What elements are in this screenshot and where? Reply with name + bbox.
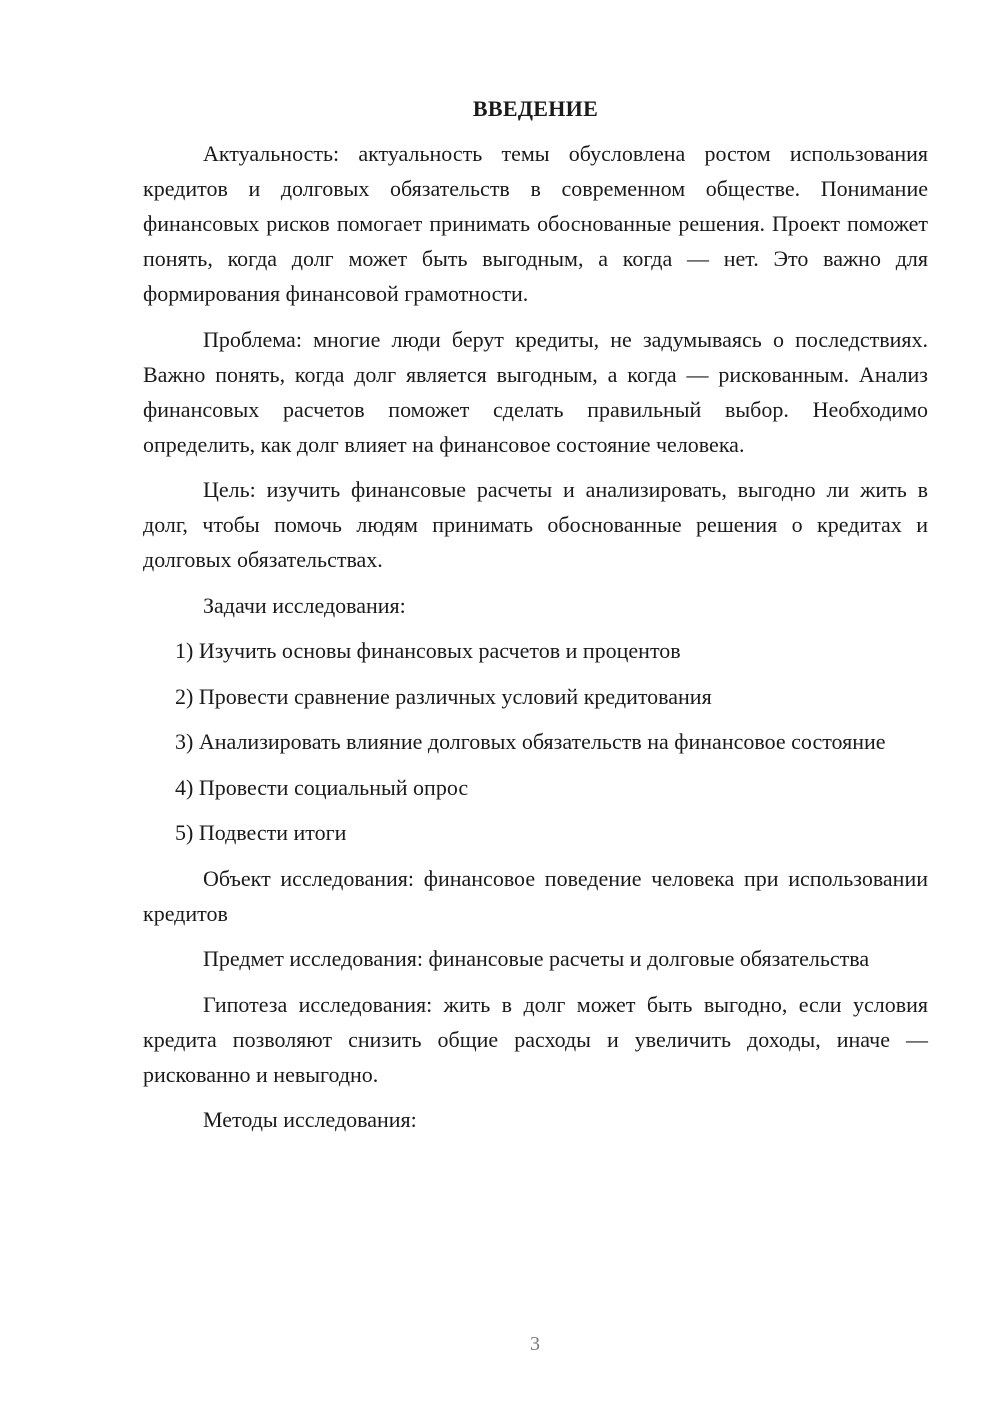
list-item: 5) Подвести итоги	[175, 820, 347, 845]
tasks-list	[143, 633, 928, 850]
object-paragraph: Объект исследования: финансовое поведение человека при использовании кредитов	[143, 865, 928, 926]
problem-paragraph: Проблема: многие люди берут кредиты, не задумываясь о последствиях. Важно понять, когда долг является выгодным, а когда — рискованным. Анализ финансовых расчетов поможет сделать правильный выбор. Необходимо определить, как долг влияет на финансовое состояние человека.	[143, 326, 928, 457]
list-item: 2) Провести сравнение различных условий кредитования	[175, 683, 712, 709]
page-number: 3	[530, 1333, 540, 1355]
hypothesis-paragraph: Гипотеза исследования: жить в долг может быть выгодно, если условия кредита позволяют снизить общие расходы и увеличить доходы, иначе — рискованно и невыгодно.	[143, 991, 928, 1087]
methods-paragraph: Методы исследования:	[203, 1107, 417, 1132]
goal-paragraph: Цель: изучить финансовые расчеты и анализировать, выгодно ли жить в долг, чтобы помочь людям принимать обоснованные решения о кредитах и долговых обязательствах.	[143, 477, 928, 572]
tasks-heading: Задачи исследования:	[203, 592, 406, 618]
relevance-paragraph: Актуальность: актуальность темы обусловлена ростом использования кредитов и долговых обязательств в современном обществе. Понимание финансовых рисков помогает принимать обоснованные решения. Проект поможет понять, когда долг может быть выгодным, а когда — нет. Это важно для формирования финансовой грамотности.	[143, 141, 928, 306]
section-title: ВВЕДЕНИЕ	[472, 96, 599, 121]
list-item: 3) Анализировать влияние долговых обязательств на финансовое состояние	[175, 729, 886, 754]
subject-paragraph: Предмет исследования: финансовые расчеты и долговые обязательства	[203, 946, 870, 971]
document-page	[143, 92, 928, 1137]
list-item: 1) Изучить основы финансовых расчетов и процентов	[175, 638, 681, 663]
list-item: 4) Провести социальный опрос	[175, 774, 469, 800]
